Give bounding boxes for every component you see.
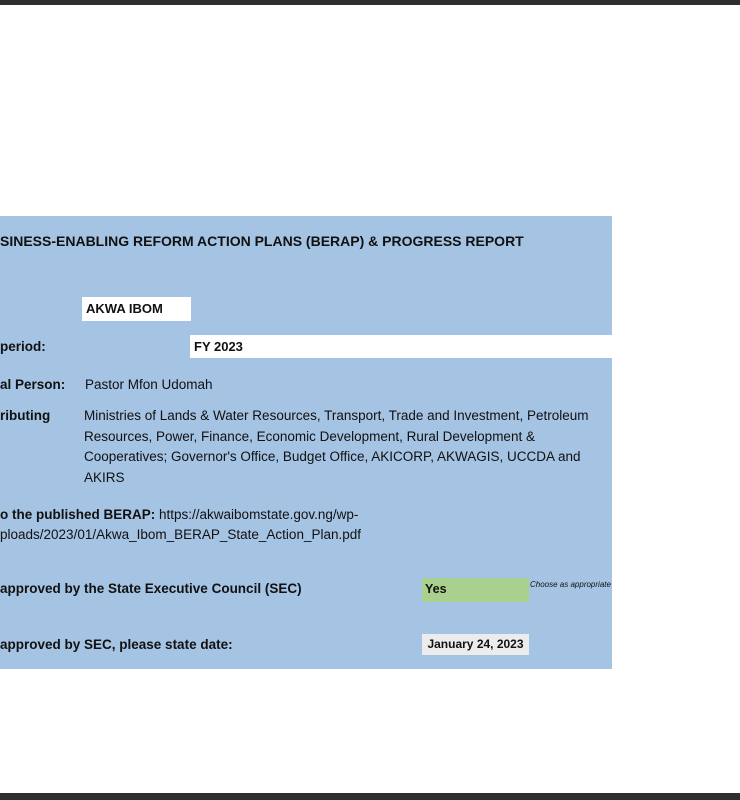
- published-berap-url[interactable]: https://akwaibomstate.gov.ng/wp-ploads/2023/01/Akwa_Ibom_BERAP_State_Action_Plan.pdf: [0, 507, 361, 542]
- contributing-mdas-label: ributing: [0, 408, 51, 423]
- sec-date-label: approved by SEC, please state date:: [0, 637, 233, 652]
- sec-approval-label: approved by the State Executive Council (SEC): [0, 581, 302, 596]
- state-value-cell[interactable]: AKWA IBOM: [82, 297, 191, 321]
- period-value-cell[interactable]: FY 2023: [190, 335, 612, 358]
- sec-date-value[interactable]: January 24, 2023: [422, 634, 529, 655]
- published-berap-label: o the published BERAP:: [0, 507, 156, 522]
- sec-approval-select[interactable]: Yes: [422, 578, 529, 602]
- focal-person-label: al Person:: [0, 377, 66, 392]
- window-bottom-bar: [0, 793, 740, 800]
- form-title: SINESS-ENABLING REFORM ACTION PLANS (BERAP) & PROGRESS REPORT: [0, 233, 524, 249]
- contributing-mdas-value[interactable]: Ministries of Lands & Water Resources, Transport, Trade and Investment, Petroleum Resources, Power, Finance, Economic Development, Rural Development & Cooperatives; Governor's Office, Budget Office, AKICORP, AKWAGIS, UCCDA and AKIRS: [84, 408, 589, 485]
- period-label: period:: [0, 339, 46, 354]
- sec-approval-hint: Choose as appropriate: [530, 580, 611, 589]
- published-berap-link-row: [0, 505, 420, 545]
- focal-person-value[interactable]: Pastor Mfon Udomah: [85, 377, 213, 392]
- window-top-bar: [0, 0, 740, 5]
